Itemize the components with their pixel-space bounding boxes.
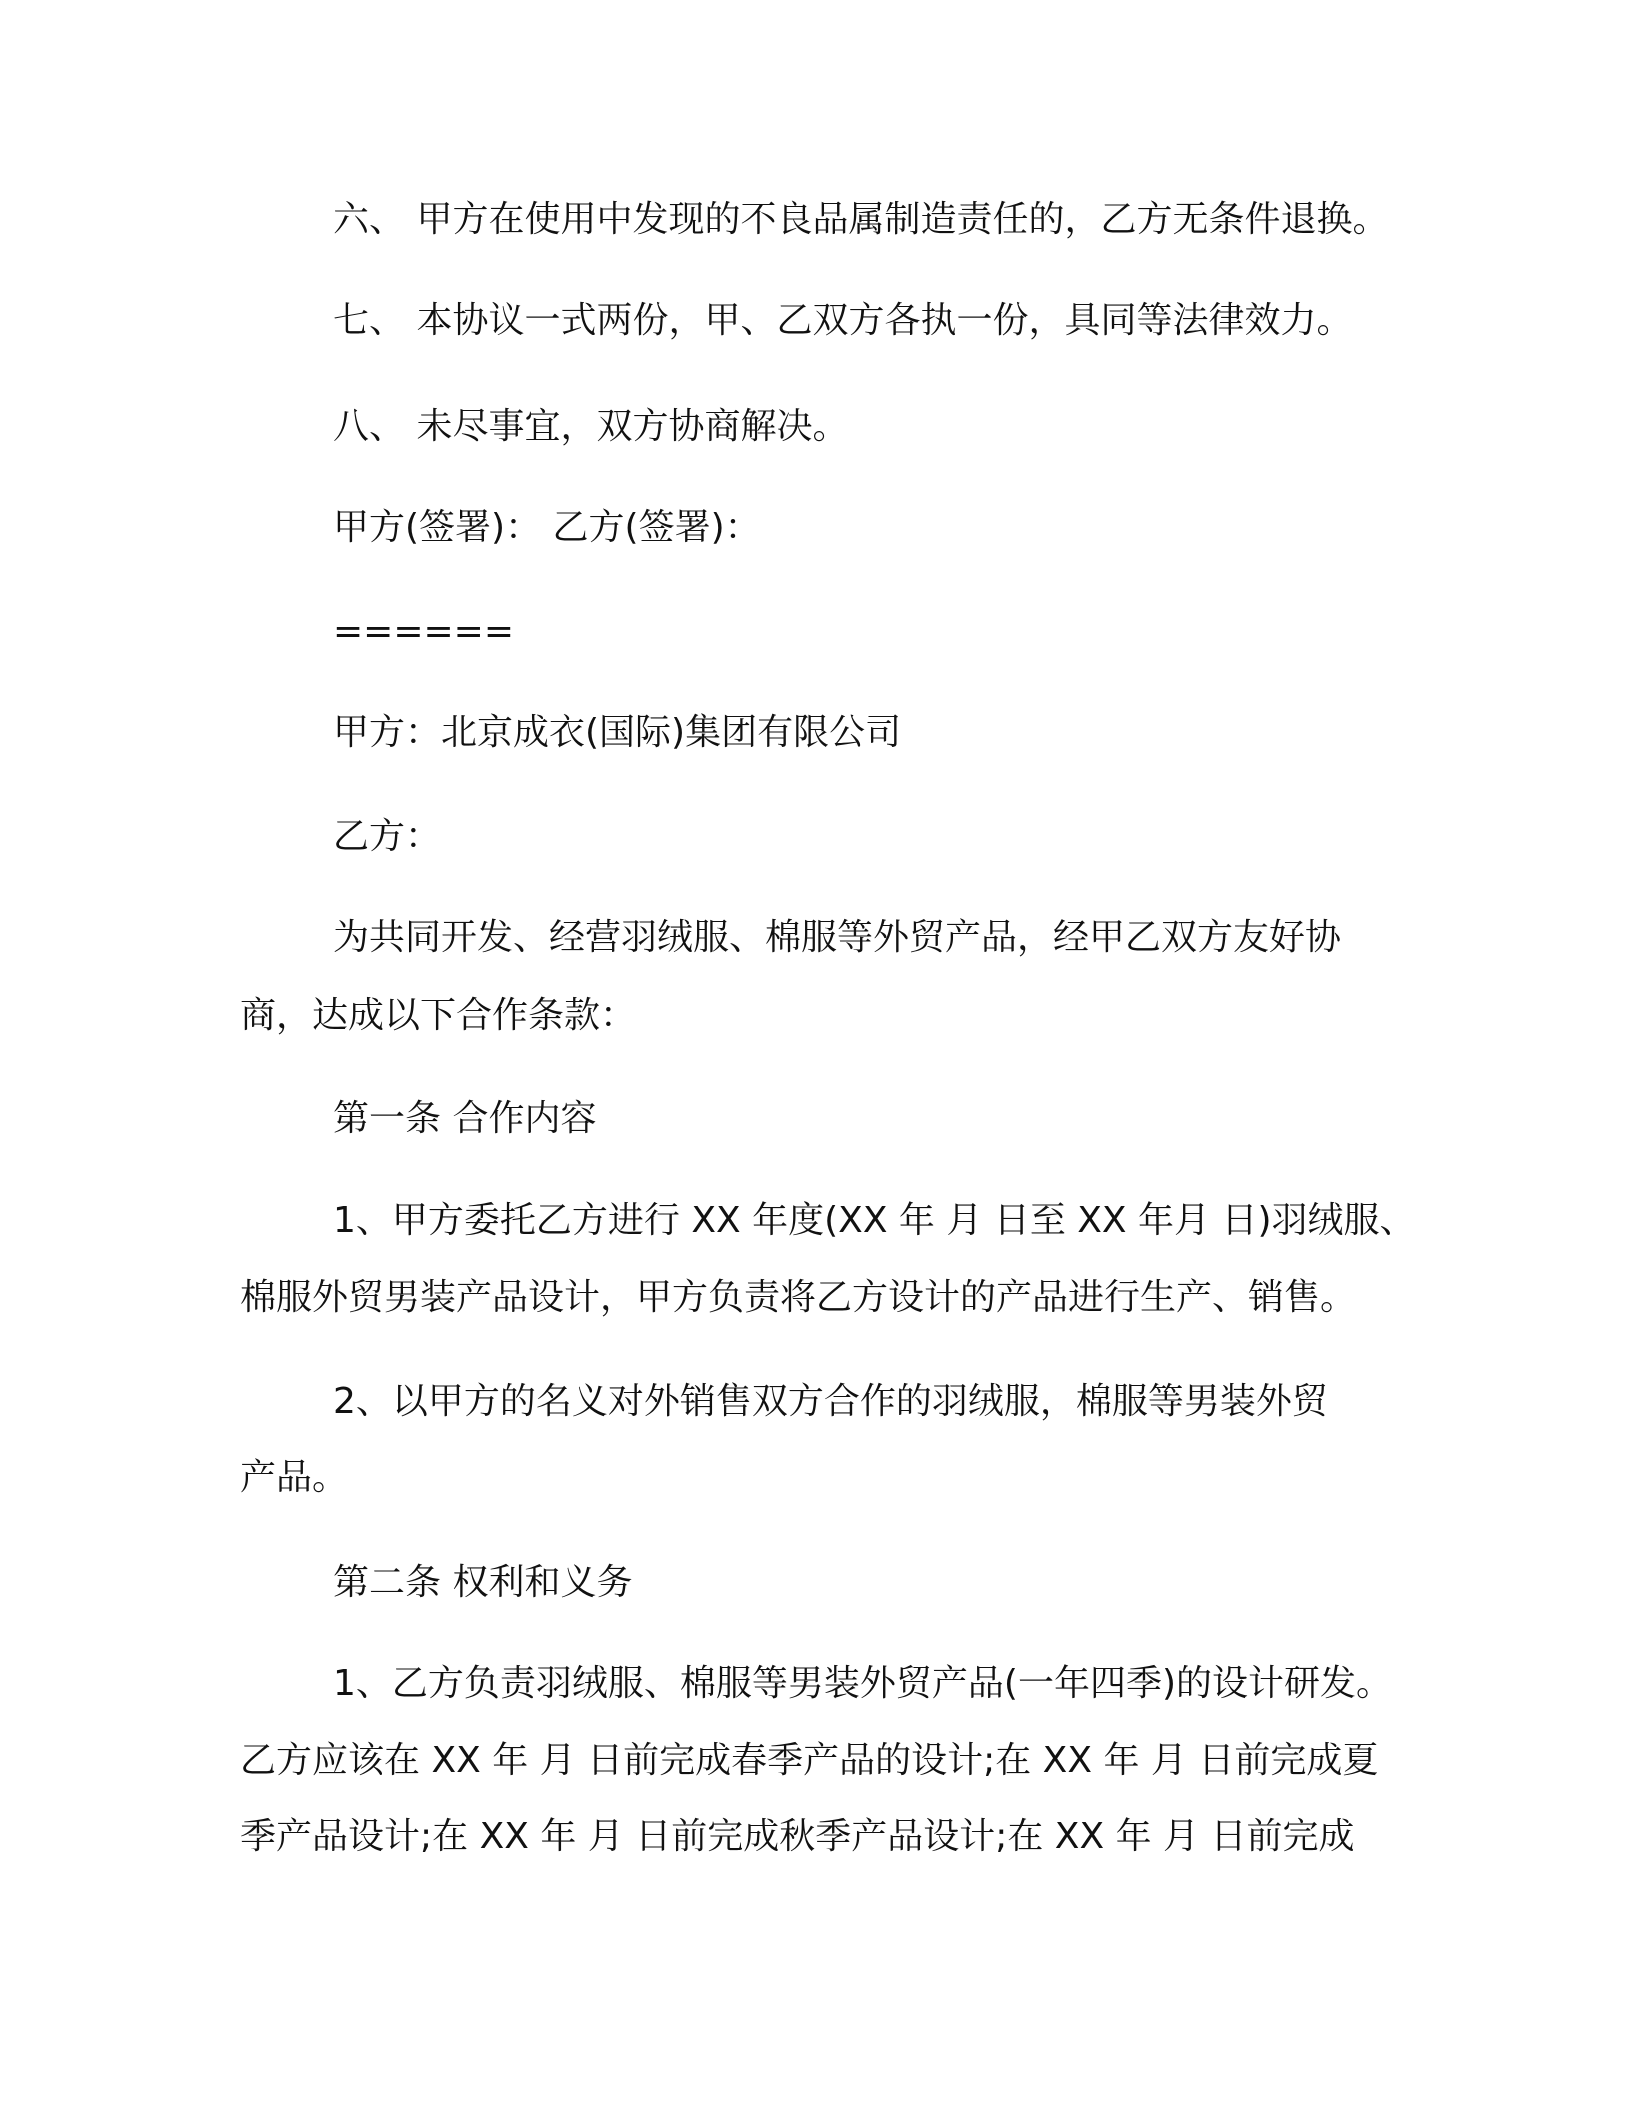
clause-eight: 八、 未尽事宜，双方协商解决。 <box>333 406 849 447</box>
article-one-heading: 第一条 合作内容 <box>333 1098 597 1139</box>
party-a: 甲方：北京成衣(国际)集团有限公司 <box>333 712 902 753</box>
preamble-line-2: 商，达成以下合作条款： <box>240 995 637 1036</box>
clause-seven: 七、 本协议一式两份，甲、乙双方各执一份，具同等法律效力。 <box>333 300 1353 341</box>
article-two-item-1-line-1: 1、乙方负责羽绒服、棉服等男装外贸产品(一年四季)的设计研发。 <box>333 1663 1392 1704</box>
clause-six: 六、 甲方在使用中发现的不良品属制造责任的，乙方无条件退换。 <box>333 199 1389 240</box>
article-one-item-2-line-2: 产品。 <box>240 1457 349 1498</box>
article-one-item-2-line-1: 2、以甲方的名义对外销售双方合作的羽绒服，棉服等男装外贸 <box>333 1381 1328 1422</box>
article-two-item-1-line-2: 乙方应该在 XX 年 月 日前完成春季产品的设计;在 XX 年 月 日前完成夏 <box>240 1740 1379 1781</box>
article-one-item-1-line-2: 棉服外贸男装产品设计，甲方负责将乙方设计的产品进行生产、销售。 <box>240 1277 1357 1318</box>
signature-line: 甲方(签署)： 乙方(签署)： <box>333 507 761 548</box>
preamble-line-1: 为共同开发、经营羽绒服、棉服等外贸产品，经甲乙双方友好协 <box>333 917 1342 958</box>
separator: ====== <box>333 611 514 652</box>
article-two-heading: 第二条 权利和义务 <box>333 1562 633 1603</box>
party-b: 乙方： <box>333 816 442 857</box>
article-one-item-1-line-1: 1、甲方委托乙方进行 XX 年度(XX 年 月 日至 XX 年月 日)羽绒服、 <box>333 1200 1416 1241</box>
article-two-item-1-line-3: 季产品设计;在 XX 年 月 日前完成秋季产品设计;在 XX 年 月 日前完成 <box>240 1816 1355 1857</box>
